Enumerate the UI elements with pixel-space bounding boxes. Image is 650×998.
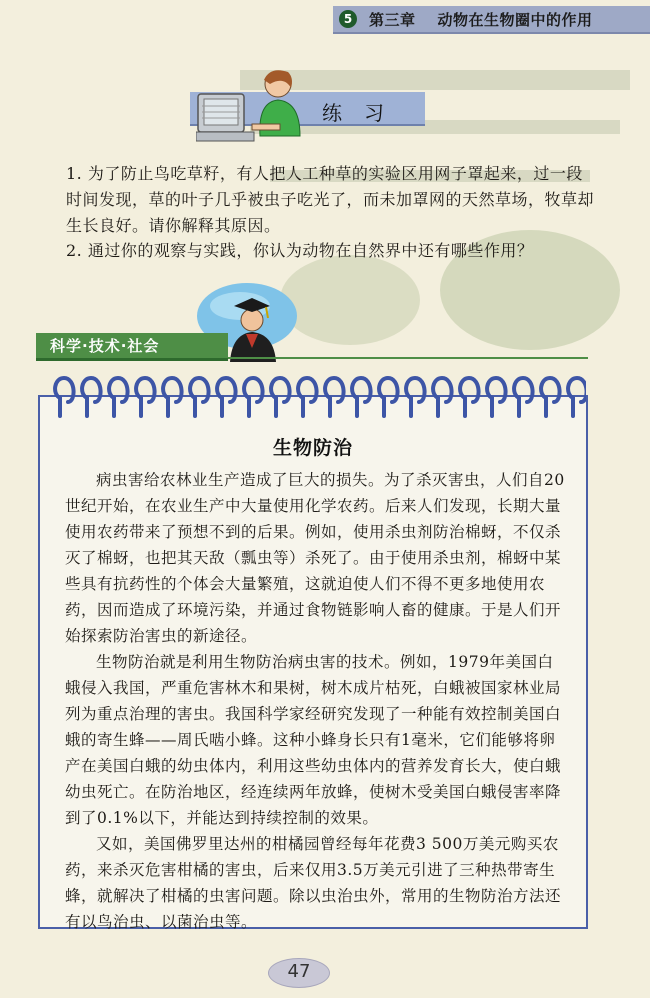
notebook-ring	[244, 378, 263, 416]
chapter-number-badge: 5	[339, 10, 357, 28]
notebook-ring	[406, 378, 425, 416]
notebook-ring	[433, 378, 452, 416]
notebook-ring	[460, 378, 479, 416]
question-1: 1. 为了防止鸟吃草籽，有人把人工种草的实验区用网子罩起来，过一段时间发现，草的叶子几乎被虫子吃光了，而未加罩网的天然草场，牧草却生长良好。请你解释其原因。	[66, 164, 595, 235]
notebook-ring	[568, 378, 586, 416]
notebook-ring	[379, 378, 398, 416]
section-banner	[36, 333, 228, 361]
chapter-label: 第三章	[369, 10, 416, 29]
chapter-header	[333, 6, 650, 34]
notebook-ring	[487, 378, 506, 416]
notebook-ring	[352, 378, 371, 416]
article-paragraph: 病虫害给农林业生产造成了巨大的损失。为了杀灭害虫，人们自20世纪开始，在农业生产中大量使用化学农药。后来人们发现，长期大量使用农药带来了预想不到的后果。例如，使用杀虫剂防治棉蚜，不仅杀灭了棉蚜，也把其天敌（瓢虫等）杀死了。由于使用杀虫剂，棉蚜中某些具有抗药性的个体会大量繁殖，这就迫使人们不得不更多地使用农药，因而造成了环境污染，并通过食物链影响人畜的健康。于是人们开始探索防治害虫的新途径。	[65, 471, 565, 645]
notebook-ring	[541, 378, 560, 416]
notebook-ring	[82, 378, 101, 416]
section-label: 科学·技术·社会	[50, 337, 160, 355]
student-computer-icon	[196, 66, 306, 146]
chapter-title: 动物在生物圈中的作用	[437, 10, 593, 29]
section-divider	[228, 357, 588, 359]
notebook-ring	[109, 378, 128, 416]
notebook-ring	[217, 378, 236, 416]
notebook-ring	[298, 378, 317, 416]
notebook-rings	[46, 372, 586, 420]
article-paragraph: 生物防治就是利用生物防治病虫害的技术。例如，1979年美国白蛾侵入我国，严重危害林木和果树，树木成片枯死，白蛾被国家林业局列为重点治理的害虫。我国科学家经研究发现了一种能有效控制美国白蛾的寄生蜂——周氏啮小蜂。这种小蜂身长只有1毫米，它们能够将卵产在美国白蛾的幼虫体内，利用这些幼虫体内的营养发育长大，使白蛾幼虫死亡。在防治地区，经连续两年放蜂，使树木受美国白蛾侵害率降到了0.1%以下，并能达到持续控制的效果。	[65, 653, 562, 827]
chapter-heading	[369, 9, 593, 30]
notebook-ring	[271, 378, 290, 416]
notebook-ring	[190, 378, 209, 416]
article-card	[38, 395, 588, 929]
notebook-ring	[514, 378, 533, 416]
notebook-ring	[136, 378, 155, 416]
notebook-ring	[325, 378, 344, 416]
notebook-ring	[55, 378, 74, 416]
page-number: 47	[287, 961, 311, 982]
article-paragraph: 又如，美国佛罗里达州的柑橘园曾经每年花费3 500万美元购买农药，来杀灭危害柑橘的害虫，后来仅用3.5万美元引进了三种热带寄生蜂，就解决了柑橘的虫害问题。除以虫治虫外，常用的生物防治方法还有以鸟治虫、以菌治虫等。	[65, 835, 562, 931]
exercise-title: 练习	[322, 101, 406, 125]
article-title: 生物防治	[272, 437, 353, 459]
question-2: 2. 通过你的观察与实践，你认为动物在自然界中还有哪些作用？	[66, 241, 534, 260]
notebook-ring	[163, 378, 182, 416]
